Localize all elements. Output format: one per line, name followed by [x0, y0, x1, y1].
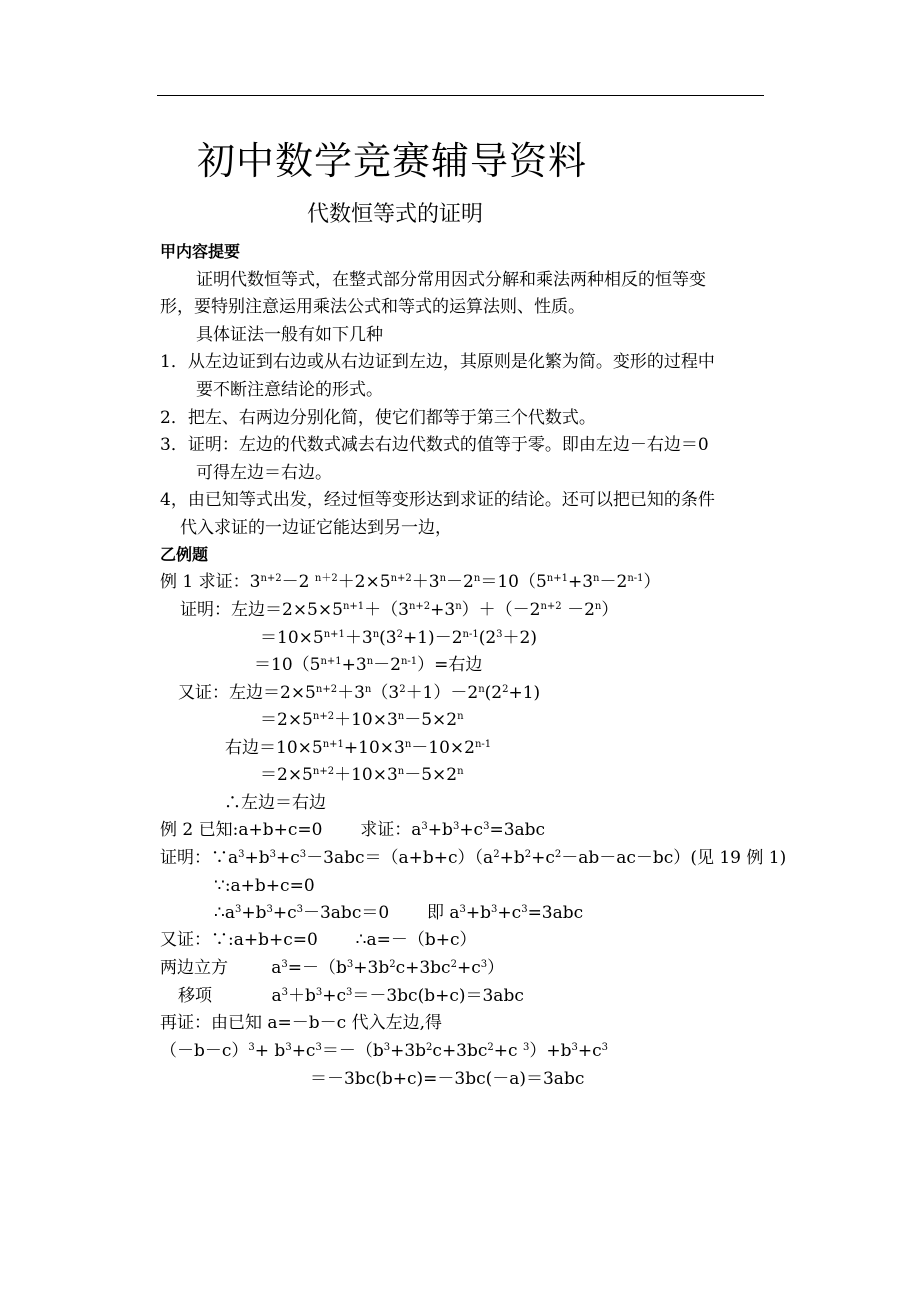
method-item-3: 3．证明：左边的代数式减去右边代数式的值等于零。即由左边－右边＝0 [160, 435, 709, 455]
example-2-alt-line-3: 移项 $a^3+b^3+c^3=-3bc(b+c)=3abc$ [178, 986, 524, 1006]
example-1-conclusion: ∴左边＝右边 [224, 793, 326, 813]
example-1-proof-line-2: $=10\times 5^{n+1}+3^n(3^2+1)-2^{n-1}(2^3+2)$ [260, 628, 537, 648]
example-2-again-line-2: ＝－3bc(b+c)=－3bc(－a)＝3abc [310, 1069, 585, 1089]
example-1-alt-line-2: $=2\times 5^{n+2}+10\times 3^n-5\times 2^n$ [260, 710, 464, 730]
method-item-3-cont: 可得左边＝右边。 [196, 463, 332, 483]
example-2-statement: 例 2 已知:a+b+c=0 求证：$a^3+b^3+c^3=3abc$ [160, 820, 546, 840]
example-2-proof-line-2: ∵:a+b+c=0 [214, 876, 315, 896]
examples-heading: 乙例题 [160, 545, 209, 564]
example-1-proof-line-1: 证明：左边$=2\times 5\times 5^{n+1}+(3^{n+2}+3^n)+(-2^{n+2} -2^n)$ [180, 600, 619, 620]
method-item-1: 1．从左边证到右边或从右边证到左边，其原则是化繁为简。变形的过程中 [160, 352, 715, 372]
summary-paragraph-1-cont: 形，要特别注意运用乘法公式和等式的运算法则、性质。 [160, 297, 585, 317]
example-2-proof-line-1: 证明：$\because a^3+b^3+c^3-3abc=(a+b+c)(a^2+b^2+c^2-ab-ac-bc)$(见 19 例 1) [160, 848, 787, 868]
summary-heading: 甲内容提要 [160, 242, 241, 261]
summary-paragraph-1: 证明代数恒等式，在整式部分常用因式分解和乘法两种相反的恒等变 [196, 270, 706, 290]
example-1-alt-line-4: $=2\times 5^{n+2}+10\times 3^n-5\times 2^n$ [260, 765, 464, 785]
method-item-1-cont: 要不断注意结论的形式。 [196, 380, 383, 400]
example-2-alt-line-2: 两边立方 $a^3=-(b^3+3b^2c+3bc^2+c^3)$ [160, 958, 505, 978]
page-subtitle: 代数恒等式的证明 [307, 202, 484, 227]
example-1-statement: 例 1 求证：$3^{n+2}-2$ $^{n+2}+2\times 5^{n+2}+3^n-2^n=10(5^{n+1}+3^n-2^{n-1})$ [160, 572, 661, 592]
method-item-4: 4，由已知等式出发，经过恒等变形达到求证的结论。还可以把已知的条件 [160, 490, 715, 510]
example-1-alt-line-1: 又证：左边$=2\times 5^{n+2}+3^n(3^2+1)-2^n(2^2+1)$ [178, 683, 541, 703]
page-title: 初中数学竞赛辅导资料 [197, 139, 588, 183]
example-2-proof-line-3: $\therefore a^3+b^3+c^3-3abc=0$ 即 $a^3+b^3+c^3=3abc$ [214, 903, 584, 923]
example-2-again-label: 再证：由已知 a=－b－c 代入左边,得 [160, 1013, 442, 1033]
header-rule [157, 95, 764, 96]
method-item-2: 2．把左、右两边分别化简，使它们都等于第三个代数式。 [160, 408, 596, 428]
example-2-again-line-1: $(-b-c)^3+ b^3+c^3=-(b^3+3b^2c+3bc^2+c$ $^3)+b^3+c^3$ [160, 1041, 608, 1061]
example-1-proof-line-3: $=10(5^{n+1}+3^n-2^{n-1})=$右边 [254, 655, 483, 675]
method-item-4-cont: 代入求证的一边证它能达到另一边， [180, 518, 452, 538]
summary-paragraph-2: 具体证法一般有如下几种 [196, 325, 383, 345]
example-1-alt-line-3: 右边$=10\times 5^{n+1}+10\times 3^n-10\times 2^{n-1}$ [225, 738, 492, 758]
example-2-alt-line-1: 又证：∵:a+b+c=0 ∴a=－（b+c） [160, 930, 477, 950]
